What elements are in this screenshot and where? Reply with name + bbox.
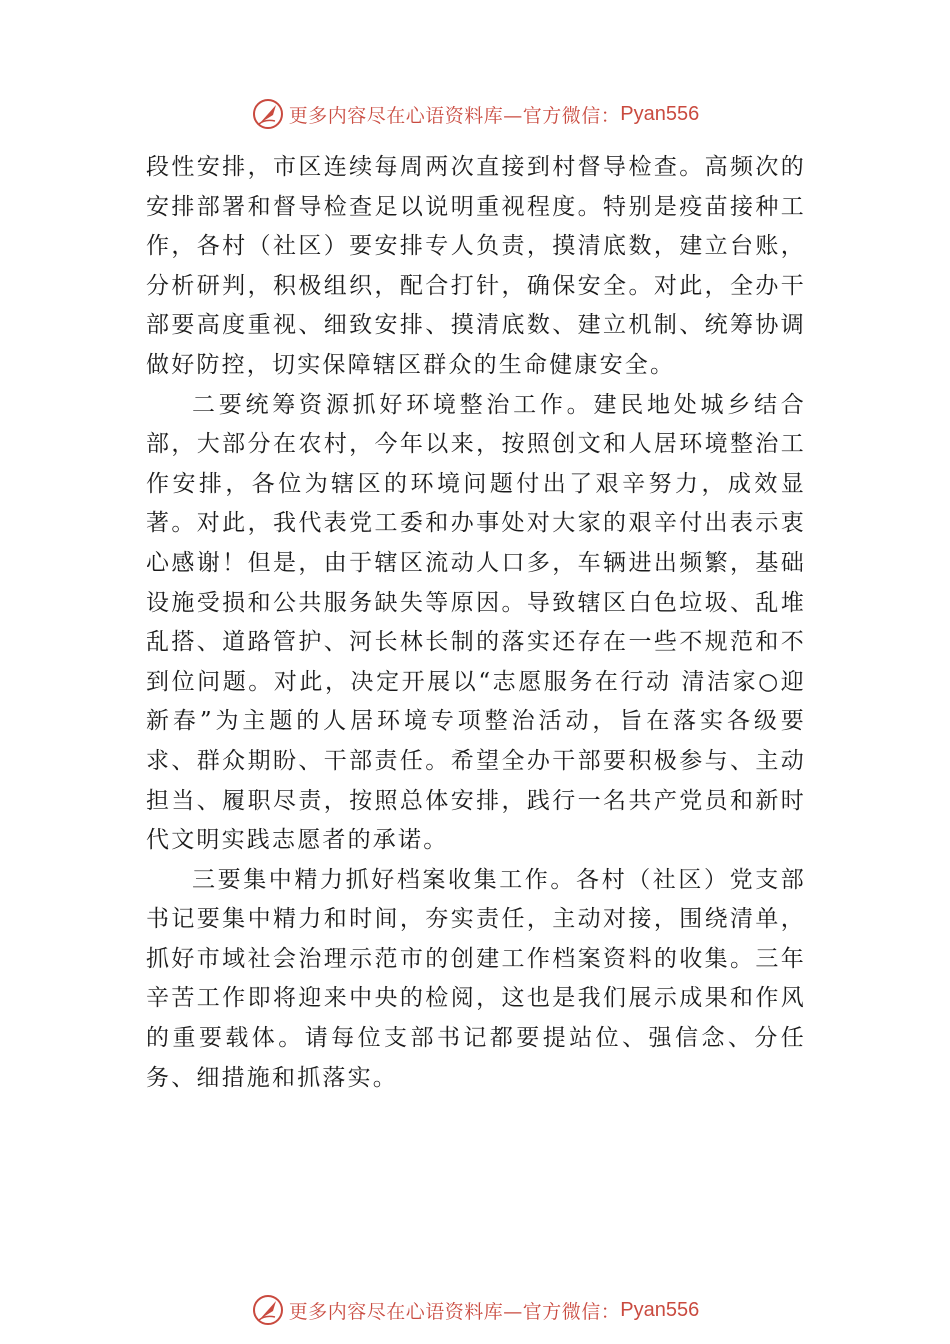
paragraph-2: 二要统筹资源抓好环境整治工作。建民地处城乡结合部，大部分在农村，今年以来，按照创文和人居环境整治工作安排，各位为辖区的环境问题付出了艰辛努力，成效显著。对此，我代表党工委和办事处对大家的艰辛付出表示衷心感谢！但是，由于辖区流动人口多，车辆进出频繁，基础设施受损和公共服务缺失等原因。导致辖区白色垃圾、乱堆乱搭、道路管护、河长林长制的落实还存在一些不规范和不到位问题。对此，决定开展以“志愿服务在行动 清洁家○迎新春”为主题的人居环境专项整治活动，旨在落实各级要求、群众期盼、干部责任。希望全办干部要积极参与、主动担当、履职尽责，按照总体安排，践行一名共产党员和新时代文明实践志愿者的承诺。 xyxy=(146,391,806,854)
header-watermark xyxy=(0,96,950,132)
paragraph-1: 段性安排，市区连续每周两次直接到村督导检查。高频次的安排部署和督导检查足以说明重视程度。特别是疫苗接种工作，各村（社区）要安排专人负责，摸清底数，建立台账，分析研判，积极组织，配合打针，确保安全。对此，全办干部要高度重视、细致安排、摸清底数、建立机制、统筹协调做好防控，切实保障辖区群众的生命健康安全。 xyxy=(146,154,806,378)
watermark-wechat-id: Pyan556 xyxy=(620,1298,700,1321)
paragraph-3: 三要集中精力抓好档案收集工作。各村（社区）党支部书记要集中精力和时间，夯实责任，主动对接，围绕清单，抓好市域社会治理示范市的创建工作档案资料的收集。三年辛苦工作即将迎来中央的检阅，这也是我们展示成果和作风的重要载体。请每位支部书记都要提站位、强信念、分任务、细措施和抓落实。 xyxy=(146,866,806,1091)
quill-logo-icon xyxy=(251,97,285,131)
document-body xyxy=(146,148,806,1098)
footer-watermark xyxy=(0,1292,950,1328)
watermark-text: 更多内容尽在心语资料库—官方微信： xyxy=(288,104,621,127)
quill-logo-icon xyxy=(251,1293,285,1327)
watermark-wechat-id: Pyan556 xyxy=(620,102,700,125)
watermark-text: 更多内容尽在心语资料库—官方微信： xyxy=(288,1300,621,1323)
